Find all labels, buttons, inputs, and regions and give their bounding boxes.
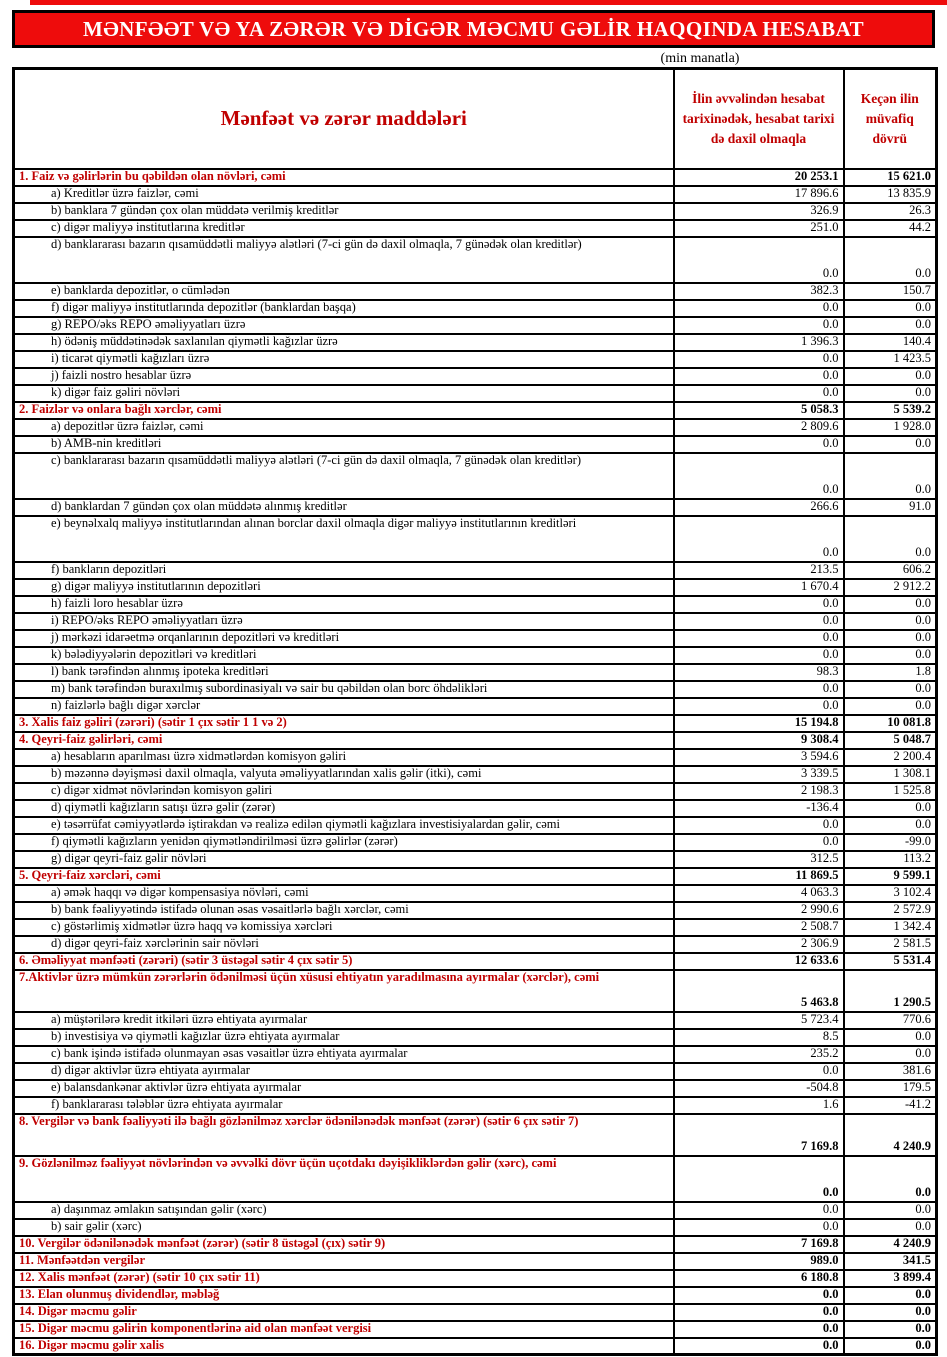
value-previous-period: 0.0 (844, 300, 937, 317)
table-row (14, 1063, 937, 1080)
value-current-period: 20 253.1 (674, 169, 844, 186)
table-row (14, 919, 937, 936)
value-current-period: 8.5 (674, 1029, 844, 1046)
value-previous-period: 0.0 (844, 436, 937, 453)
table-row (14, 868, 937, 885)
table-row (14, 630, 937, 647)
row-label: 4. Qeyri-faiz gəlirləri, cəmi (14, 732, 674, 749)
value-current-period: 0.0 (674, 1287, 844, 1304)
value-current-period: 0.0 (674, 613, 844, 630)
value-previous-period: 1 525.8 (844, 783, 937, 800)
row-label: d) banklararası bazarın qısamüddətli maliyyə alətləri (7-ci gün də daxil olmaqla, 7 günədək olan kreditlər) (14, 237, 674, 283)
value-previous-period: 9 599.1 (844, 868, 937, 885)
value-previous-period: 15 621.0 (844, 169, 937, 186)
table-row (14, 817, 937, 834)
value-previous-period: 0.0 (844, 647, 937, 664)
row-label: 14. Digər məcmu gəlir (14, 1304, 674, 1321)
value-previous-period: -41.2 (844, 1097, 937, 1114)
row-label: 11. Mənfəətdən vergilər (14, 1253, 674, 1270)
row-label: a) əmək haqqı və digər kompensasiya növləri, cəmi (14, 885, 674, 902)
table-row (14, 368, 937, 385)
value-current-period: 0.0 (674, 817, 844, 834)
table-row (14, 1156, 937, 1202)
row-label: j) mərkəzi idarəetmə orqanlarının depozitləri və kreditləri (14, 630, 674, 647)
value-current-period: 0.0 (674, 630, 844, 647)
value-previous-period: 0.0 (844, 516, 937, 562)
value-previous-period: 770.6 (844, 1012, 937, 1029)
row-label: c) bank işində istifadə olunmayan əsas vəsaitlər üzrə ehtiyata ayırmalar (14, 1046, 674, 1063)
table-header (14, 69, 937, 169)
table-row (14, 334, 937, 351)
row-label: 2. Faizlər və onlara bağlı xərclər, cəmi (14, 402, 674, 419)
table-row (14, 749, 937, 766)
row-label: d) digər qeyri-faiz xərclərinin sair növləri (14, 936, 674, 953)
value-current-period: 2 809.6 (674, 419, 844, 436)
table-row (14, 1338, 937, 1355)
table-row (14, 664, 937, 681)
value-previous-period: 13 835.9 (844, 186, 937, 203)
table-row (14, 647, 937, 664)
value-current-period: 12 633.6 (674, 953, 844, 970)
value-current-period: 3 339.5 (674, 766, 844, 783)
table-row (14, 516, 937, 562)
row-label: a) daşınmaz əmlakın satışından gəlir (xərc) (14, 1202, 674, 1219)
table-row (14, 169, 937, 186)
row-label: l) bank tərəfindən alınmış ipoteka kreditləri (14, 664, 674, 681)
value-previous-period: 2 912.2 (844, 579, 937, 596)
value-previous-period: 179.5 (844, 1080, 937, 1097)
row-label: 7.Aktivlər üzrə mümkün zərərlərin ödənilməsi üçün xüsusi ehtiyatın yaradılmasına ayırmalar (xərclər), cəmi (14, 970, 674, 1012)
table-row (14, 1029, 937, 1046)
row-label: b) banklara 7 gündən çox olan müddətə verilmiş kreditlər (14, 203, 674, 220)
value-current-period: 0.0 (674, 1321, 844, 1338)
header-row (14, 69, 937, 169)
row-label: a) Kreditlər üzrə faizlər, cəmi (14, 186, 674, 203)
value-previous-period: 140.4 (844, 334, 937, 351)
value-previous-period: 10 081.8 (844, 715, 937, 732)
row-label: f) banklararası tələblər üzrə ehtiyata ayırmalar (14, 1097, 674, 1114)
table-row (14, 300, 937, 317)
table-row (14, 596, 937, 613)
value-previous-period: 0.0 (844, 596, 937, 613)
table-row (14, 351, 937, 368)
value-previous-period: 2 581.5 (844, 936, 937, 953)
row-label: f) qiymətli kağızların yenidən qiymətləndirilməsi üzrə gəlirlər (zərər) (14, 834, 674, 851)
table-row (14, 453, 937, 499)
value-previous-period: 1 342.4 (844, 919, 937, 936)
value-current-period: 0.0 (674, 1156, 844, 1202)
value-previous-period: 0.0 (844, 613, 937, 630)
row-label: b) AMB-nin kreditləri (14, 436, 674, 453)
table-row (14, 220, 937, 237)
value-previous-period: 1 308.1 (844, 766, 937, 783)
row-label: a) depozitlər üzrə faizlər, cəmi (14, 419, 674, 436)
table-row (14, 851, 937, 868)
value-current-period: 0.0 (674, 368, 844, 385)
value-previous-period: 2 200.4 (844, 749, 937, 766)
row-label: b) bank fəaliyyətində istifadə olunan əsas vəsaitlərlə bağlı xərclər, cəmi (14, 902, 674, 919)
value-current-period: 213.5 (674, 562, 844, 579)
value-previous-period: 0.0 (844, 1287, 937, 1304)
table-row (14, 1202, 937, 1219)
table-row (14, 1046, 937, 1063)
value-current-period: 11 869.5 (674, 868, 844, 885)
row-label: h) faizli loro hesablar üzrə (14, 596, 674, 613)
value-previous-period: 381.6 (844, 1063, 937, 1080)
table-row (14, 1080, 937, 1097)
row-label: k) bələdiyyələrin depozitləri və kreditləri (14, 647, 674, 664)
value-current-period: 0.0 (674, 351, 844, 368)
row-label: 10. Vergilər ödənilənədək mənfəət (zərər) (sətir 8 üstəgəl (çıx) sətir 9) (14, 1236, 674, 1253)
value-previous-period: 5 048.7 (844, 732, 937, 749)
value-previous-period: 0.0 (844, 453, 937, 499)
table-row (14, 402, 937, 419)
value-current-period: 0.0 (674, 516, 844, 562)
value-previous-period: 1 928.0 (844, 419, 937, 436)
value-current-period: 3 594.6 (674, 749, 844, 766)
value-current-period: 2 306.9 (674, 936, 844, 953)
table-row (14, 1114, 937, 1156)
row-label: g) digər maliyyə institutlarının depozitləri (14, 579, 674, 596)
row-label: b) investisiya və qiymətli kağızlar üzrə ehtiyata ayırmalar (14, 1029, 674, 1046)
value-previous-period: 0.0 (844, 1338, 937, 1355)
value-current-period: 4 063.3 (674, 885, 844, 902)
value-previous-period: 0.0 (844, 1156, 937, 1202)
value-current-period: 2 198.3 (674, 783, 844, 800)
row-label: e) təsərrüfat cəmiyyətlərdə iştirakdan və realizə edilən qiymətli kağızlara investisiyalardan gəlir, cəmi (14, 817, 674, 834)
value-current-period: 0.0 (674, 1304, 844, 1321)
row-label: h) ödəniş müddətinədək saxlanılan qiymətli kağızlar üzrə (14, 334, 674, 351)
value-current-period: 15 194.8 (674, 715, 844, 732)
value-current-period: 0.0 (674, 647, 844, 664)
row-label: 13. Elan olunmuş dividendlər, məbləğ (14, 1287, 674, 1304)
row-label: 12. Xalis mənfəət (zərər) (sətir 10 çıx sətir 11) (14, 1270, 674, 1287)
table-row (14, 715, 937, 732)
table-row (14, 1287, 937, 1304)
row-label: c) göstərlimiş xidmətlər üzrə haqq və komissiya xərcləri (14, 919, 674, 936)
value-previous-period: 5 539.2 (844, 402, 937, 419)
value-previous-period: 3 102.4 (844, 885, 937, 902)
value-previous-period: 0.0 (844, 1029, 937, 1046)
profit-loss-table (12, 67, 938, 1356)
value-previous-period: 4 240.9 (844, 1236, 937, 1253)
value-previous-period: 0.0 (844, 698, 937, 715)
table-row (14, 936, 937, 953)
value-previous-period: 0.0 (844, 1219, 937, 1236)
value-previous-period: -99.0 (844, 834, 937, 851)
table-row (14, 732, 937, 749)
value-previous-period: 0.0 (844, 630, 937, 647)
value-current-period: 312.5 (674, 851, 844, 868)
row-label: i) ticarət qiymətli kağızları üzrə (14, 351, 674, 368)
value-current-period: 7 169.8 (674, 1236, 844, 1253)
row-label: n) faizlərlə bağlı digər xərclər (14, 698, 674, 715)
value-current-period: 0.0 (674, 834, 844, 851)
row-label: 8. Vergilər və bank fəaliyyəti ilə bağlı gözlənilməz xərclər ödənilənədək mənfəət (zərər) (sətir 6 çıx sətir 7) (14, 1114, 674, 1156)
table-row (14, 317, 937, 334)
value-current-period: 9 308.4 (674, 732, 844, 749)
value-current-period: 0.0 (674, 436, 844, 453)
table-row (14, 953, 937, 970)
table-row (14, 800, 937, 817)
value-current-period: 0.0 (674, 300, 844, 317)
table-row (14, 902, 937, 919)
value-previous-period: 1 290.5 (844, 970, 937, 1012)
value-current-period: 382.3 (674, 283, 844, 300)
value-current-period: 98.3 (674, 664, 844, 681)
table-row (14, 203, 937, 220)
table-row (14, 834, 937, 851)
row-label: 1. Faiz və gəlirlərin bu qəbildən olan növləri, cəmi (14, 169, 674, 186)
value-current-period: 0.0 (674, 596, 844, 613)
value-current-period: 6 180.8 (674, 1270, 844, 1287)
value-current-period: 0.0 (674, 317, 844, 334)
value-current-period: 0.0 (674, 453, 844, 499)
value-current-period: 251.0 (674, 220, 844, 237)
table-row (14, 970, 937, 1012)
value-previous-period: 0.0 (844, 1202, 937, 1219)
value-previous-period: 2 572.9 (844, 902, 937, 919)
value-current-period: 266.6 (674, 499, 844, 516)
table-row (14, 1097, 937, 1114)
units-note: (min manatla) (660, 51, 740, 66)
row-label: b) məzənnə dəyişməsi daxil olmaqla, valyuta əməliyyatlarından xalis gəlir (itki), cəmi (14, 766, 674, 783)
row-label: g) REPO/əks REPO əməliyyatları üzrə (14, 317, 674, 334)
table-row (14, 562, 937, 579)
row-label: i) REPO/əks REPO əməliyyatları üzrə (14, 613, 674, 630)
row-label: f) bankların depozitləri (14, 562, 674, 579)
value-current-period: 0.0 (674, 698, 844, 715)
table-row (14, 436, 937, 453)
column-header-previous-period: Keçən ilin müvafiq dövrü (844, 69, 937, 169)
row-label: 6. Əməliyyat mənfəəti (zərəri) (sətir 3 üstəgəl sətir 4 çıx sətir 5) (14, 953, 674, 970)
value-previous-period: 0.0 (844, 1321, 937, 1338)
top-red-strip (30, 0, 947, 5)
row-label: g) digər qeyri-faiz gəlir növləri (14, 851, 674, 868)
row-label: e) balansdankənar aktivlər üzrə ehtiyata ayırmalar (14, 1080, 674, 1097)
value-previous-period: 0.0 (844, 681, 937, 698)
table-row (14, 698, 937, 715)
table-row (14, 885, 937, 902)
value-current-period: 1 670.4 (674, 579, 844, 596)
table-row (14, 237, 937, 283)
row-label: 9. Gözlənilməz fəaliyyət növlərindən və əvvəlki dövr üçün uçotdakı dəyişikliklərdən gəlir (xərc), cəmi (14, 1156, 674, 1202)
value-previous-period: 0.0 (844, 385, 937, 402)
row-label: f) digər maliyyə institutlarında depozitlər (banklardan başqa) (14, 300, 674, 317)
column-header-items: Mənfəət və zərər maddələri (14, 69, 674, 169)
value-current-period: 5 723.4 (674, 1012, 844, 1029)
table-row (14, 579, 937, 596)
row-label: d) qiymətli kağızların satışı üzrə gəlir (zərər) (14, 800, 674, 817)
value-previous-period: 3 899.4 (844, 1270, 937, 1287)
value-current-period: 0.0 (674, 1338, 844, 1355)
value-current-period: 17 896.6 (674, 186, 844, 203)
row-label: 3. Xalis faiz gəliri (zərəri) (sətir 1 çıx sətir 1 1 və 2) (14, 715, 674, 732)
row-label: b) sair gəlir (xərc) (14, 1219, 674, 1236)
value-current-period: 0.0 (674, 1063, 844, 1080)
pl-table-body (14, 169, 937, 1355)
value-current-period: 5 463.8 (674, 970, 844, 1012)
table-row (14, 1304, 937, 1321)
value-current-period: 0.0 (674, 237, 844, 283)
value-previous-period: 341.5 (844, 1253, 937, 1270)
value-current-period: -136.4 (674, 800, 844, 817)
table-row (14, 186, 937, 203)
table-row (14, 385, 937, 402)
value-current-period: 235.2 (674, 1046, 844, 1063)
table-row (14, 1321, 937, 1338)
value-previous-period: 606.2 (844, 562, 937, 579)
row-label: 16. Digər məcmu gəlir xalis (14, 1338, 674, 1355)
row-label: e) banklarda depozitlər, o cümlədən (14, 283, 674, 300)
value-previous-period: 4 240.9 (844, 1114, 937, 1156)
value-previous-period: 0.0 (844, 1304, 937, 1321)
value-previous-period: 150.7 (844, 283, 937, 300)
value-current-period: 5 058.3 (674, 402, 844, 419)
row-label: c) digər maliyyə institutlarına kreditlər (14, 220, 674, 237)
value-current-period: 326.9 (674, 203, 844, 220)
row-label: a) hesabların aparılması üzrə xidmətlərdən komisyon gəliri (14, 749, 674, 766)
value-previous-period: 0.0 (844, 317, 937, 334)
value-current-period: -504.8 (674, 1080, 844, 1097)
row-label: 5. Qeyri-faiz xərcləri, cəmi (14, 868, 674, 885)
value-previous-period: 44.2 (844, 220, 937, 237)
value-previous-period: 26.3 (844, 203, 937, 220)
value-current-period: 0.0 (674, 681, 844, 698)
row-label: c) banklararası bazarın qısamüddətli maliyyə alətləri (7-ci gün də daxil olmaqla, 7 günədək olan kreditlər) (14, 453, 674, 499)
table-row (14, 419, 937, 436)
value-previous-period: 0.0 (844, 368, 937, 385)
value-previous-period: 0.0 (844, 800, 937, 817)
row-label: d) banklardan 7 gündən çox olan müddətə alınmış kreditlər (14, 499, 674, 516)
value-previous-period: 1.8 (844, 664, 937, 681)
value-current-period: 7 169.8 (674, 1114, 844, 1156)
value-current-period: 1.6 (674, 1097, 844, 1114)
value-previous-period: 0.0 (844, 237, 937, 283)
report-title: MƏNFƏƏT VƏ YA ZƏRƏR VƏ DİGƏR MƏCMU GƏLİR HAQQINDA HESABAT (83, 16, 864, 41)
row-label: m) bank tərəfindən buraxılmış subordinasiyalı və sair bu qəbildən olan borc öhdəlikləri (14, 681, 674, 698)
table-row (14, 613, 937, 630)
table-row (14, 766, 937, 783)
value-previous-period: 113.2 (844, 851, 937, 868)
row-label: d) digər aktivlər üzrə ehtiyata ayırmalar (14, 1063, 674, 1080)
value-current-period: 0.0 (674, 1219, 844, 1236)
value-previous-period: 91.0 (844, 499, 937, 516)
table-row (14, 283, 937, 300)
row-label: j) faizli nostro hesablar üzrə (14, 368, 674, 385)
table-row (14, 499, 937, 516)
table-row (14, 1219, 937, 1236)
column-header-current-period: İlin əvvəlindən hesabat tarixinədək, hesabat tarixi də daxil olmaqla (674, 69, 844, 169)
value-current-period: 2 990.6 (674, 902, 844, 919)
table-row (14, 1253, 937, 1270)
value-previous-period: 0.0 (844, 817, 937, 834)
value-current-period: 2 508.7 (674, 919, 844, 936)
row-label: e) beynəlxalq maliyyə institutlarından alınan borclar daxil olmaqla digər maliyyə institutlarının kreditləri (14, 516, 674, 562)
row-label: c) digər xidmət növlərindən komisyon gəliri (14, 783, 674, 800)
value-current-period: 1 396.3 (674, 334, 844, 351)
table-row (14, 1270, 937, 1287)
value-current-period: 989.0 (674, 1253, 844, 1270)
table-row (14, 681, 937, 698)
row-label: a) müştərilərə kredit itkiləri üzrə ehtiyata ayırmalar (14, 1012, 674, 1029)
value-current-period: 0.0 (674, 385, 844, 402)
value-current-period: 0.0 (674, 1202, 844, 1219)
value-previous-period: 1 423.5 (844, 351, 937, 368)
row-label: 15. Digər məcmu gəlirin komponentlərinə aid olan mənfəət vergisi (14, 1321, 674, 1338)
table-row (14, 1012, 937, 1029)
report-title-banner (12, 10, 935, 48)
table-row (14, 783, 937, 800)
value-previous-period: 5 531.4 (844, 953, 937, 970)
value-previous-period: 0.0 (844, 1046, 937, 1063)
row-label: k) digər faiz gəliri növləri (14, 385, 674, 402)
table-row (14, 1236, 937, 1253)
